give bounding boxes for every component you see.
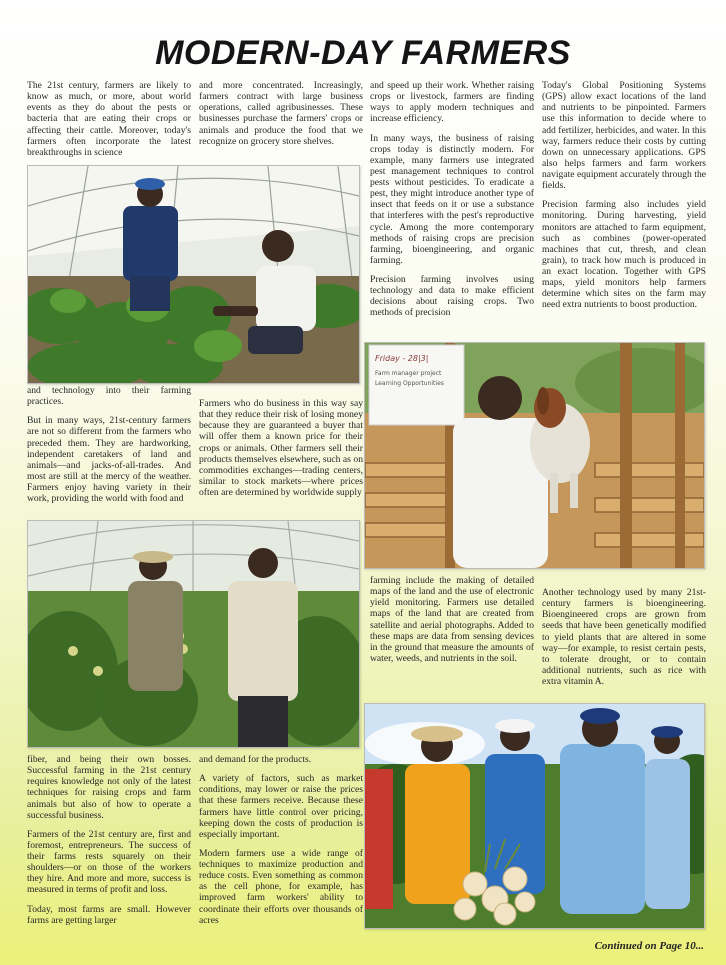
onion-harvest-group-photo: [364, 703, 705, 929]
paragraph: and speed up their work. Whether raising crops or livestock, farmers are finding ways to apply modern techniques and increase efficiency.: [370, 80, 534, 125]
whiteboard-line-2: Farm manager project: [375, 370, 442, 377]
text-column-3-top: [370, 80, 534, 319]
paragraph: and more concentrated. Increasingly, farmers contract with large business operations, called agribusinesses. These businesses purchase the farmers' crops or animals and produce the food that we recognize on grocery store shelves.: [199, 80, 363, 147]
paragraph: farming include the making of detailed maps of the land and the use of electronic yield monitoring. Farmers use detailed maps of the land that are created from satellite and aerial photographs. Added to these maps are data from sensing devices in the ground that measure the amounts of water, weeds, and nutrients in the soil.: [370, 575, 534, 664]
whiteboard-line-1: Friday - 28|3|: [375, 354, 429, 363]
page-title: MODERN-DAY FARMERS: [155, 34, 571, 72]
paragraph: Modern farmers use a wide range of techniques to maximize production and reduce costs. Even something as common as the cell phone, for example, has improved farm workers' ability to coordinate their efforts over thousands of acres: [199, 847, 363, 926]
text-column-2-top: [199, 80, 363, 147]
text-column-2-middle: [199, 398, 363, 498]
paragraph: Precision farming also includes yield monitoring. During harvesting, yield monitors are attached to farm equipment, such as combines (power-operated machines that cut, thresh, and clean grain), to track how much is produced in an exact location. Together with GPS maps, yield monitors help farmers determine which sites on the farm may need extra nutrients to boost production.: [542, 199, 706, 311]
text-column-1-top: [27, 80, 191, 158]
paragraph: and demand for the products.: [199, 754, 312, 765]
paragraph: But in many ways, 21st-century farmers are not so different from the farmers who preceded them. They are hardworking, independent caretakers of land and animals—and jacks-of-all-trades. And most are still at the mercy of the weather. Farmers enjoy having variety in their work, providing the world with food and: [27, 415, 191, 505]
paragraph: In many ways, the business of raising crops today is distinctly modern. For example, many farmers use integrated pest management techniques to control pests without pesticides. To eradicate a pest, they might introduce another type of insect that feeds on it or use a substance that interferes with the pest's reproductive cycle. Among the more contemporary methods of raising crops are precision farming, bioengineering, and organic farming.: [370, 132, 534, 266]
text-column-4-top: [542, 80, 706, 311]
text-column-1-bottom: [27, 754, 191, 926]
paragraph: Today, most farms are small. However farms are getting larger: [27, 903, 191, 926]
farmer-holding-goat-photo: [364, 342, 705, 569]
paragraph: Farmers of the 21st century are, first and foremost, entrepreneurs. The success of their farms rests squarely on their shoulders—or on those of the workers they hire. And more and more, success is measured in terms of profit and loss.: [27, 828, 191, 896]
paragraph: Precision farming involves using technology and data to make efficient decisions about raising crops. Two methods of precision: [370, 274, 534, 319]
text-column-1-middle: [27, 385, 191, 504]
text-column-4-middle: [542, 587, 706, 687]
paragraph: and technology into their farming practices.: [27, 385, 191, 408]
paragraph: The 21st century, farmers are likely to know as much, or more, about world events as they do about the pests or bacteria that are eating their crops or affecting their cattle. Moreover, today's farmers often incorporate the latest breakthroughs in science: [27, 80, 191, 158]
paragraph: Today's Global Positioning Systems (GPS) allow exact locations of the land and nutrients to be pinpointed. Farmers use this information to decide where to add fertilizer, herbicides, and water. In this way, farmers reduce their costs by cutting down on unnecessary applications. GPS also helps farmers and farm workers navigate equipment accurately through the fields.: [542, 80, 706, 192]
paragraph: fiber, and being their own bosses. Successful farming in the 21st century requires knowledge not only of the latest techniques for raising crops and farm animals but also of how to operate a successful business.: [27, 754, 191, 821]
tomato-greenhouse-photo: [27, 520, 360, 748]
text-column-2-bottom: [199, 754, 363, 926]
continued-notice: Continued on Page 10...: [594, 940, 704, 952]
whiteboard-line-3: Learning Opportunities: [375, 380, 444, 387]
text-column-3-middle: [370, 575, 534, 664]
paragraph: Another technology used by many 21st-century farmers is bioengineering. Bioengineered crops are grown from seeds that have been genetically modified to yield plants that are altered in some way—for example, to resist certain pests, to tolerate drought, or to contain additional nutrients, such as rice with extra vitamin A.: [542, 587, 706, 687]
greenhouse-pepper-inspection-photo: [27, 165, 360, 384]
paragraph: A variety of factors, such as market conditions, may lower or raise the prices that these farmers receive. Because these farmers have little control over pricing, keeping down the costs of production is especially important.: [199, 773, 363, 840]
paragraph: Farmers who do business in this way say that they reduce their risk of losing money because they are guaranteed a buyer that will offer them a known price for their crops or animals. Other farmers sell their products themselves elsewhere, such as on commodities exchanges—trading centers, similar to stock markets—where prices often are determined by worldwide supply: [199, 398, 363, 498]
